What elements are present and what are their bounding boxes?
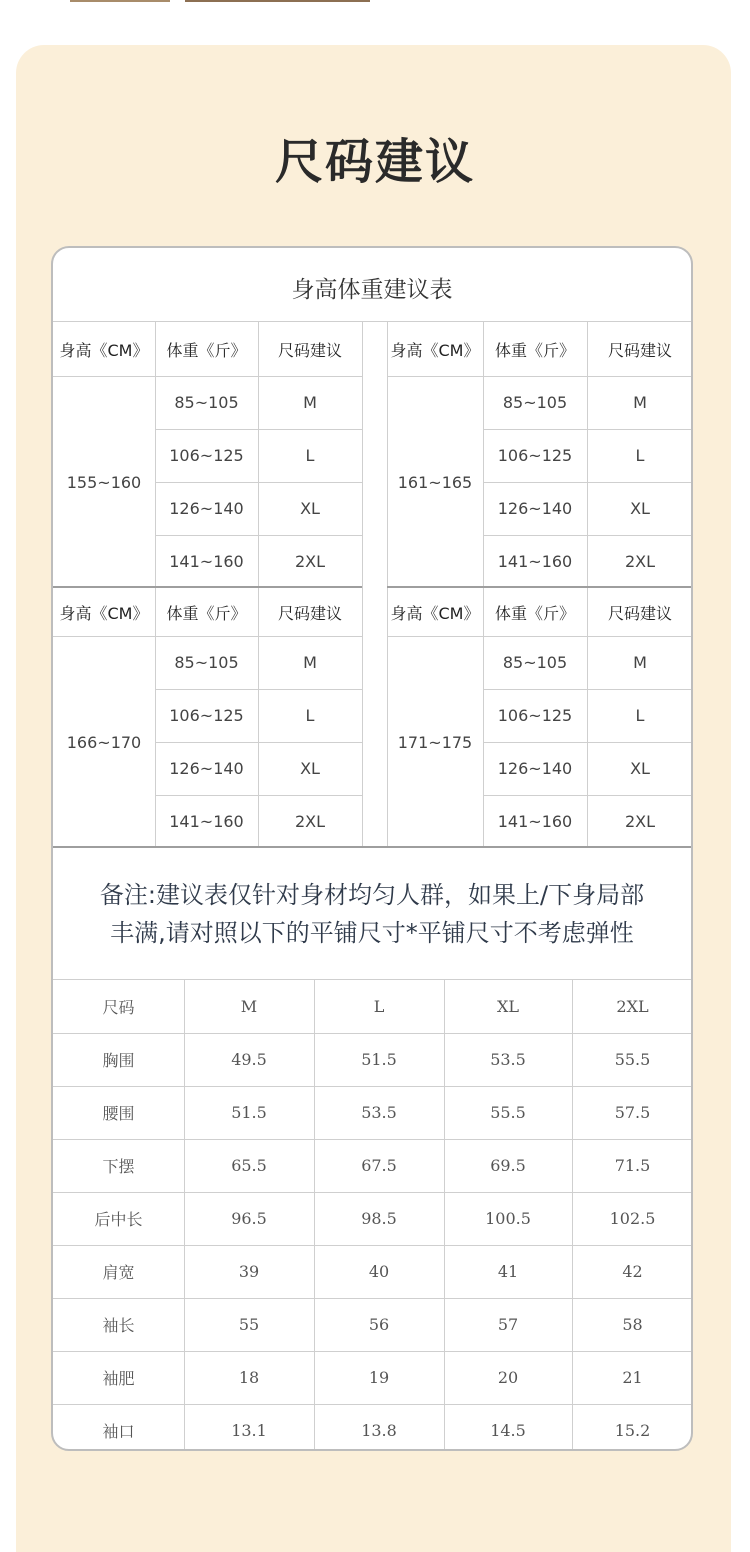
measure-value-cell: 57.5 bbox=[614, 1103, 651, 1122]
height-weight-table-title: 身高体重建议表 bbox=[53, 248, 691, 322]
top-photo-edge bbox=[0, 0, 750, 2]
block-separator bbox=[387, 586, 693, 588]
measure-value-cell: 51.5 bbox=[361, 1050, 397, 1069]
measure-value-cell: 18 bbox=[238, 1368, 260, 1387]
size-note bbox=[53, 846, 691, 980]
height-weight-header-cell: 体重《斤》 bbox=[494, 340, 575, 360]
table-col-divider bbox=[362, 588, 363, 848]
weight-range-cell: 141~160 bbox=[169, 812, 244, 831]
measure-value-cell: 13.8 bbox=[361, 1421, 397, 1440]
measure-value-cell: 67.5 bbox=[361, 1156, 397, 1175]
size-suggestion-cell: XL bbox=[300, 759, 320, 778]
size-suggestion-cell: 2XL bbox=[624, 552, 656, 571]
measure-value-cell: 71.5 bbox=[614, 1156, 651, 1175]
measure-value-cell: 42 bbox=[622, 1262, 643, 1281]
measure-value-cell: 21 bbox=[622, 1368, 643, 1387]
weight-range-cell: 106~125 bbox=[497, 706, 573, 725]
weight-range-cell: 141~160 bbox=[497, 552, 573, 571]
measure-value-cell: 55.5 bbox=[490, 1103, 526, 1122]
measure-value-cell: 56 bbox=[368, 1315, 390, 1334]
size-note-line-2: 丰满,请对照以下的平铺尺寸*平铺尺寸不考虑弹性 bbox=[110, 918, 634, 947]
weight-range-cell: 106~125 bbox=[169, 706, 244, 725]
measure-value-cell: 39 bbox=[238, 1262, 260, 1281]
size-suggestion-cell: XL bbox=[630, 499, 650, 518]
height-weight-header-cell: 体重《斤》 bbox=[166, 340, 247, 360]
measure-value-cell: 55.5 bbox=[614, 1050, 651, 1069]
height-weight-header-cell: 尺码建议 bbox=[607, 340, 672, 360]
block-separator bbox=[53, 586, 362, 588]
measure-label-cell: 胸围 bbox=[102, 1051, 135, 1070]
size-suggestion-cell: M bbox=[303, 393, 317, 412]
measure-value-cell: 40 bbox=[368, 1262, 390, 1281]
height-weight-header-cell: 身高《CM》 bbox=[59, 603, 149, 623]
measure-value-cell: 69.5 bbox=[490, 1156, 526, 1175]
measure-value-cell: 58 bbox=[622, 1315, 643, 1334]
size-suggestion-cell: 2XL bbox=[294, 552, 326, 571]
measure-value-cell: 49.5 bbox=[231, 1050, 267, 1069]
measure-header-cell: 2XL bbox=[616, 997, 649, 1016]
size-suggestion-cell: 2XL bbox=[294, 812, 326, 831]
weight-range-cell: 85~105 bbox=[502, 653, 568, 672]
weight-range-cell: 106~125 bbox=[169, 446, 244, 465]
size-table-panel bbox=[51, 246, 693, 1451]
measure-label-cell: 后中长 bbox=[94, 1210, 143, 1229]
weight-range-cell: 85~105 bbox=[502, 393, 568, 412]
size-suggestion-cell: 2XL bbox=[624, 812, 656, 831]
height-weight-header-cell: 身高《CM》 bbox=[390, 340, 480, 360]
measure-label-cell: 袖口 bbox=[102, 1422, 135, 1441]
height-range-cell: 161~165 bbox=[397, 472, 473, 492]
measure-value-cell: 53.5 bbox=[361, 1103, 397, 1122]
size-suggestion-cell: M bbox=[633, 653, 647, 672]
measure-label-cell: 袖长 bbox=[102, 1316, 135, 1335]
height-range-cell: 155~160 bbox=[66, 472, 142, 492]
size-suggestion-cell: XL bbox=[630, 759, 650, 778]
measure-header-cell: XL bbox=[496, 997, 519, 1016]
height-range-cell: 171~175 bbox=[397, 732, 473, 752]
measure-value-cell: 13.1 bbox=[231, 1421, 267, 1440]
measure-label-cell: 袖肥 bbox=[102, 1369, 135, 1388]
size-note-line-1: 备注:建议表仅针对身材均匀人群，如果上/下身局部 bbox=[99, 880, 645, 909]
measure-value-cell: 65.5 bbox=[231, 1156, 267, 1175]
height-weight-header-cell: 身高《CM》 bbox=[390, 603, 480, 623]
measure-header-cell: M bbox=[240, 997, 258, 1016]
table-col-divider bbox=[362, 322, 363, 588]
measure-value-cell: 20 bbox=[497, 1368, 519, 1387]
measure-value-cell: 100.5 bbox=[485, 1209, 531, 1228]
measure-value-cell: 15.2 bbox=[614, 1421, 651, 1440]
measure-label-cell: 肩宽 bbox=[102, 1263, 135, 1282]
size-suggestion-cell: L bbox=[305, 446, 315, 465]
height-weight-header-cell: 尺码建议 bbox=[277, 603, 342, 623]
measure-header-cell: L bbox=[373, 997, 385, 1016]
size-suggestion-cell: L bbox=[635, 706, 645, 725]
measure-value-cell: 53.5 bbox=[490, 1050, 526, 1069]
measure-value-cell: 51.5 bbox=[231, 1103, 267, 1122]
weight-range-cell: 126~140 bbox=[169, 759, 244, 778]
measure-value-cell: 57 bbox=[497, 1315, 519, 1334]
measure-value-cell: 98.5 bbox=[361, 1209, 397, 1228]
weight-range-cell: 126~140 bbox=[497, 499, 573, 518]
height-weight-header-cell: 体重《斤》 bbox=[494, 603, 575, 623]
weight-range-cell: 126~140 bbox=[169, 499, 244, 518]
measure-header-cell: 尺码 bbox=[102, 998, 135, 1017]
weight-range-cell: 106~125 bbox=[497, 446, 573, 465]
weight-range-cell: 126~140 bbox=[497, 759, 573, 778]
height-weight-header-cell: 尺码建议 bbox=[277, 340, 342, 360]
height-weight-header-cell: 尺码建议 bbox=[607, 603, 672, 623]
size-suggestion-cell: L bbox=[635, 446, 645, 465]
height-weight-header-cell: 体重《斤》 bbox=[166, 603, 247, 623]
size-suggestion-cell: XL bbox=[300, 499, 320, 518]
measure-value-cell: 55 bbox=[238, 1315, 260, 1334]
measure-value-cell: 41 bbox=[497, 1262, 519, 1281]
weight-range-cell: 85~105 bbox=[174, 653, 239, 672]
measure-value-cell: 102.5 bbox=[609, 1209, 656, 1228]
measure-value-cell: 14.5 bbox=[490, 1421, 526, 1440]
measure-value-cell: 96.5 bbox=[231, 1209, 267, 1228]
height-range-cell: 166~170 bbox=[66, 732, 142, 752]
page-title: 尺码建议 bbox=[274, 134, 475, 190]
measure-label-cell: 下摆 bbox=[102, 1157, 135, 1176]
measure-value-cell: 19 bbox=[368, 1368, 390, 1387]
measure-label-cell: 腰围 bbox=[102, 1104, 135, 1123]
weight-range-cell: 141~160 bbox=[497, 812, 573, 831]
size-suggestion-cell: L bbox=[305, 706, 315, 725]
size-suggestion-cell: M bbox=[303, 653, 317, 672]
weight-range-cell: 85~105 bbox=[174, 393, 239, 412]
height-weight-header-cell: 身高《CM》 bbox=[59, 340, 149, 360]
weight-range-cell: 141~160 bbox=[169, 552, 244, 571]
size-suggestion-cell: M bbox=[633, 393, 647, 412]
